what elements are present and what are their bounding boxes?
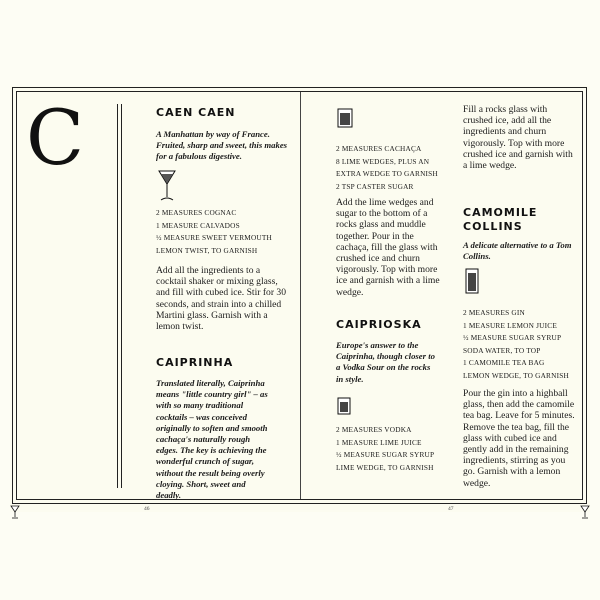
letter-divider-rule-2 xyxy=(121,104,122,488)
ingredient-item: LEMON TWIST, TO GARNISH xyxy=(156,245,258,255)
ingredients-caiprinha xyxy=(336,143,450,193)
chapter-letter: C xyxy=(26,93,85,182)
letter-divider-rule xyxy=(117,104,118,488)
ingredient-item: 8 LIME WEDGES, PLUS AN EXTRA WEDGE TO GARNISH xyxy=(336,156,438,179)
recipe-title-camomile-collins xyxy=(463,206,537,234)
ingredient-item: SODA WATER, TO TOP xyxy=(463,345,541,355)
ingredient-item: 2 TSP CASTER SUGAR xyxy=(336,181,414,191)
corner-martini-icon xyxy=(10,505,20,519)
ingredient-item: LIME WEDGE, TO GARNISH xyxy=(336,462,434,472)
ingredients-caiprioska xyxy=(336,424,456,474)
recipe-title-caen-caen: CAEN CAEN xyxy=(156,106,236,119)
corner-martini-icon xyxy=(580,505,590,519)
ingredient-item: 1 CAMOMILE TEA BAG xyxy=(463,358,545,368)
method-caiprioska: Fill a rocks glass with crushed ice, add all the ingredients and churn vigorously. Top with more crushed ice and garnish with a lime wedge. xyxy=(463,104,573,172)
recipe-intro-camomile-collins: A delicate alternative to a Tom Collins. xyxy=(463,240,572,262)
ingredients-camomile-collins xyxy=(463,307,583,383)
ingredient-item: 2 MEASURES CACHAÇA xyxy=(336,144,422,153)
ingredient-item: 2 MEASURES GIN xyxy=(463,308,525,317)
method-camomile-collins: Pour the gin into a highball glass, then add the camomile tea bag. Leave for 5 minutes. Remove the tea bag, fill the glass with cubed ice and gently add in the remaining ingredients, stirring as you go. Garnish with a lemon wedge. xyxy=(463,388,575,489)
method-caiprinha: Add the lime wedges and sugar to the bottom of a rocks glass and muddle together. Pour in the cachaça, fill the glass with crushed ice and churn vigorously. Top with more ice and garnish with a lime wedge. xyxy=(336,197,440,298)
title-line: CAMOMILE xyxy=(463,206,538,219)
page-number-right: 47 xyxy=(448,506,454,512)
ingredients-caen-caen xyxy=(156,207,296,257)
recipe-intro-caiprioska: Europe's answer to the Caiprinha, though closer to a Vodka Sour on the rocks in style. xyxy=(336,340,435,384)
rocks-glass-icon xyxy=(337,397,351,415)
title-line: COLLINS xyxy=(463,220,523,233)
ingredient-item: 1 MEASURE LEMON JUICE xyxy=(463,320,557,330)
gutter-rule xyxy=(300,92,301,499)
highball-glass-icon xyxy=(465,268,479,294)
ingredient-item: 2 MEASURES VODKA xyxy=(336,425,412,434)
ingredient-item: 1 MEASURE CALVADOS xyxy=(156,220,240,230)
ingredient-item: ½ MEASURE SUGAR SYRUP xyxy=(336,450,435,460)
ingredient-item: ½ MEASURE SWEET VERMOUTH xyxy=(156,233,273,243)
martini-glass-icon xyxy=(158,170,176,202)
method-caen-caen: Add all the ingredients to a cocktail shaker or mixing glass, and fill with cubed ice. Stir for 30 seconds, and strain into a chilled Martini glass. Garnish with a lemon twist. xyxy=(156,265,287,333)
rocks-glass-icon xyxy=(337,108,353,128)
ingredient-item: ½ MEASURE SUGAR SYRUP xyxy=(463,333,562,343)
ingredient-item: 1 MEASURE LIME JUICE xyxy=(336,437,422,447)
ingredient-item: LEMON WEDGE, TO GARNISH xyxy=(463,370,569,380)
recipe-title-caiprioska: CAIPRIOSKA xyxy=(336,318,422,331)
recipe-intro-caen-caen: A Manhattan by way of France. Fruited, sharp and sweet, this makes for a fabulous digestive. xyxy=(156,129,288,162)
ingredient-item: 2 MEASURES COGNAC xyxy=(156,208,237,217)
page-number-left: 46 xyxy=(144,506,150,512)
recipe-intro-caiprinha: Translated literally, Caiprinha means "little country girl" – as with so many traditional cocktails – was conceived originally to soften and smooth cachaça's naturally rough edges. The key is achieving the wonderful crunch of sugar, without the result being overly cloying. Short, sweet and deadly. xyxy=(156,378,268,501)
recipe-title-caiprinha: CAIPRINHA xyxy=(156,356,234,369)
